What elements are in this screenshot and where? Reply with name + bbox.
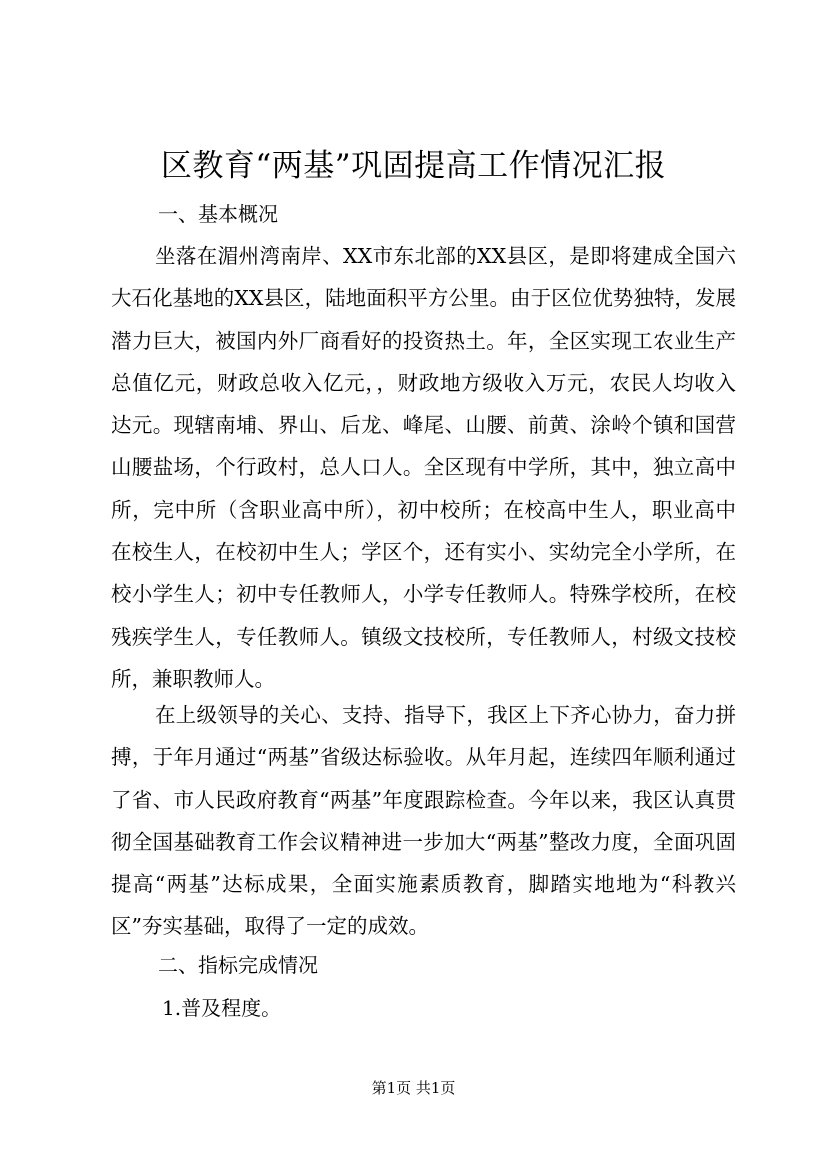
document-title: 区教育“两基”巩固提高工作情况汇报 [160, 148, 667, 184]
subsection-heading-popularization: 1.普及程度。 [162, 996, 282, 1020]
page-footer: 第1页 共1页 [371, 1079, 456, 1097]
paragraph-achievements: 在上级领导的关心、支持、指导下，我区上下齐心协力，奋力拼搏，于年月通过“两基”省级达标验收。从年月起，连续四年顺利通过了省、市人民政府教育“两基”年度跟踪检查。今年以来，我区认真贯彻全国基础教育工作会议精神进一步加大“两基”整改力度，全面巩固提高“两基”达标成果，全面实施素质教育，脚踏实地地为“科教兴区”夯实基础，取得了一定的成效。 [111, 703, 736, 939]
section-heading-overview: 一、基本概况 [158, 202, 278, 226]
paragraph-overview: 坐落在湄州湾南岸、XX市东北部的XX县区，是即将建成全国六大石化基地的XX县区，陆地面积平方公里。由于区位优势独特，发展潜力巨大，被国内外厂商看好的投资热土。年，全区实现工农业生产总值亿元，财政总收入亿元，，财政地方级收入万元，农民人均收入达元。现辖南埔、界山、后龙、峰尾、山腰、前黄、涂岭个镇和国营山腰盐场，个行政村，总人口人。全区现有中学所，其中，独立高中所，完中所（含职业高中所），初中校所；在校高中生人，职业高中在校生人，在校初中生人；学区个，还有实小、实幼完全小学所，在校小学生人；初中专任教师人，小学专任教师人。特殊学校所，在校残疾学生人，专任教师人。镇级文技校所，专任教师人，村级文技校所，兼职教师人。 [111, 244, 736, 691]
section-heading-indicators: 二、指标完成情况 [158, 953, 318, 977]
